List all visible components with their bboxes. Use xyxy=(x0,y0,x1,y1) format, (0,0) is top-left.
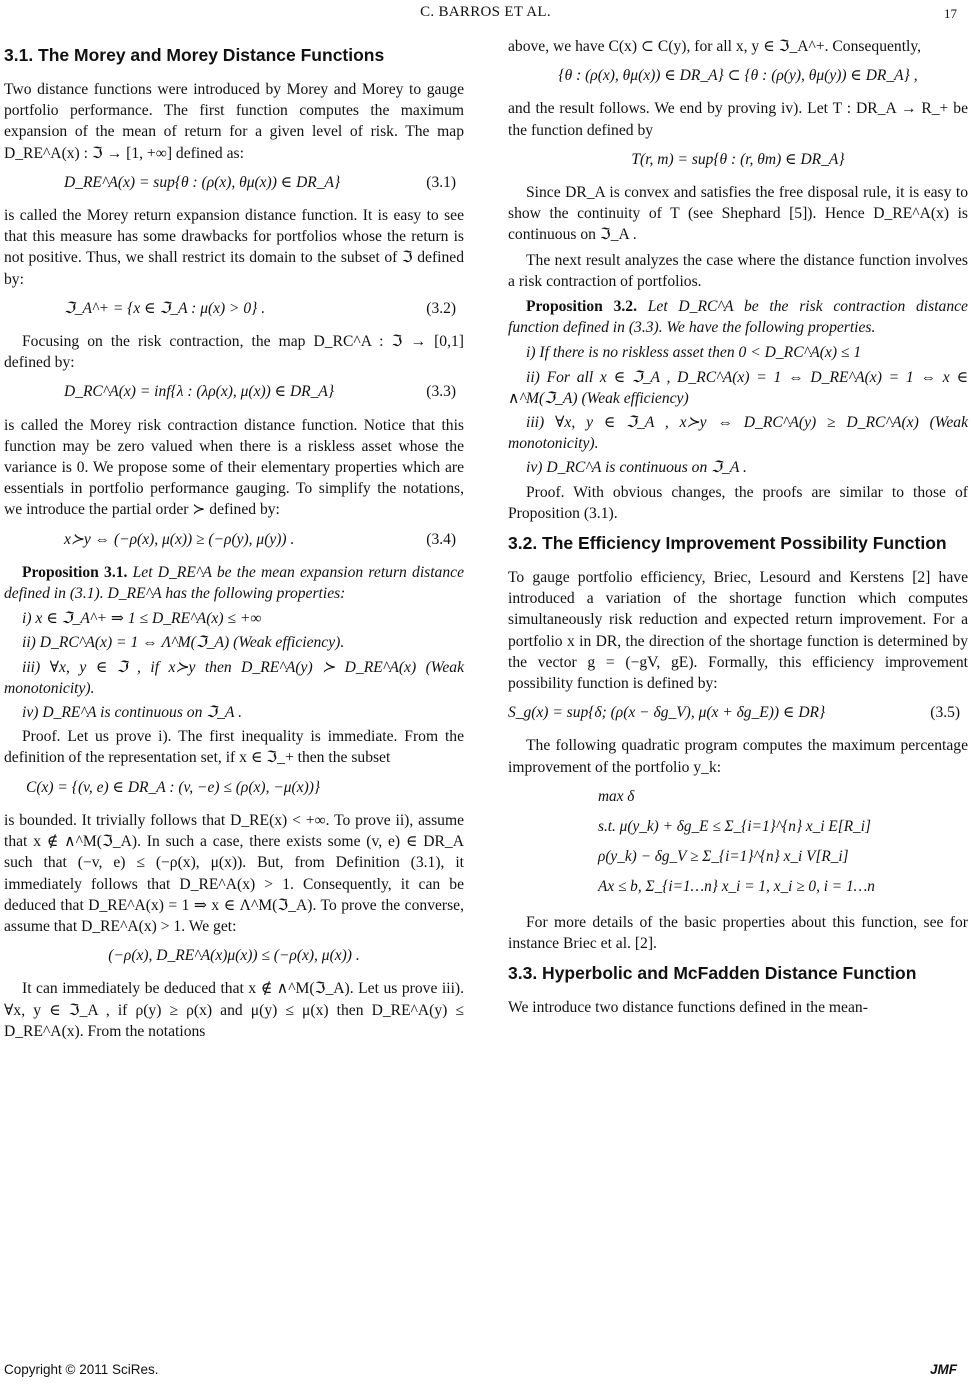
property-item: ii) For all x ∈ ℑ_A , D_RC^A(x) = 1 ⇔ D_RE^A(x) = 1 ⇔ x ∈ ∧^M(ℑ_A) (Weak efficiency) xyxy=(508,368,968,407)
paragraph: is bounded. It trivially follows that D_RE(x) < +∞. To prove ii), assume that x ∉ ∧^M(ℑ_A). In such a case, there exists some (v, e) ∈ DR_A such that (−v, e) ≤ (−ρ(x), μ(x)). But, from Definition (3.1), it immediately follows that D_RE^A(x) > 1. Consequently, it can be deduced that D_RE^A(x) = 1 ⇒ x ∈ Λ^M(ℑ_A). To prove the converse, assume that D_RE^A(x) > 1. We get: xyxy=(4,811,464,935)
equation-body: D_RC^A(x) = inf{λ : (λρ(x), μ(x)) ∈ DR_A} xyxy=(64,383,335,401)
equation-body: x≻y ⇔ (−ρ(x), μ(x)) ≥ (−ρ(y), μ(y)) . xyxy=(64,530,295,548)
equation-body: {θ : (ρ(x), θμ(x)) ∈ DR_A} ⊂ {θ : (ρ(y), θμ(y)) ∈ DR_A} , xyxy=(558,67,918,85)
proof-paragraph: Proof. With obvious changes, the proofs are similar to those of Proposition (3.1). xyxy=(508,483,968,522)
paragraph: The next result analyzes the case where the distance function involves a risk contraction of portfolios. xyxy=(508,251,968,290)
qp-line: ρ(y_k) − δg_V ≥ Σ_{i=1}^{n} x_i V[R_i] xyxy=(598,847,849,865)
proposition-3-1 xyxy=(4,562,464,604)
property-item: i) x ∈ ℑ_A^+ ⇒ 1 ≤ D_RE^A(x) ≤ +∞ xyxy=(22,610,262,628)
paragraph: It can immediately be deduced that x ∉ ∧^M(ℑ_A). Let us prove iii). ∀x, y ∈ ℑ_A , if ρ(y) ≥ ρ(x) and μ(y) ≤ μ(x) then D_RE^A(y) ≤ D_RE^A(x). From the notations xyxy=(4,980,464,1040)
equation-3-2 xyxy=(4,298,464,319)
paragraph: For more details of the basic properties about this function, see for instance Briec et al. [2]. xyxy=(508,913,968,953)
right-column xyxy=(508,36,968,1023)
page-number: 17 xyxy=(944,6,957,21)
equation-body: S_g(x) = sup{δ; (ρ(x − δg_V), μ(x + δg_E)) ∈ DR} xyxy=(508,704,826,722)
equation-number: (3.1) xyxy=(426,173,456,191)
proof-paragraph: Proof. Let us prove i). The first inequality is immediate. From the definition of the representation set, if x ∈ ℑ_+ then the subset xyxy=(4,728,464,767)
equation-d xyxy=(4,945,464,966)
property-item: iii) ∀x, y ∈ ℑ_A , x≻y ⇔ D_RC^A(y) ≥ D_RC^A(x) (Weak monotonicity). xyxy=(508,414,968,453)
property-item: ii) D_RC^A(x) = 1 ⇔ Λ^M(ℑ_A) (Weak efficiency). xyxy=(22,634,345,652)
proposition-heading: Proposition 3.1. xyxy=(22,563,128,581)
section-3-2-title: 3.2. The Efficiency Improvement Possibility Function xyxy=(508,533,947,554)
copyright-notice: Copyright © 2011 SciRes. xyxy=(4,1362,159,1377)
paragraph: To gauge portfolio efficiency, Briec, Lesourd and Kerstens [2] have introduced a variation of the shortage function which computes simultaneously risk reduction and expected return improvement. For a portfolio x in DR, the direction of the shortage function is determined by the vector g = (−gV, gE). Formally, this efficiency improvement possibility function is defined by: xyxy=(508,569,968,693)
paragraph: and the result follows. We end by proving iv). Let T : DR_A → R_+ be the function defined by xyxy=(508,100,968,139)
equation-body: (−ρ(x), D_RE^A(x)μ(x)) ≤ (−ρ(x), μ(x)) . xyxy=(108,947,360,965)
qp-line: s.t. μ(y_k) + δg_E ≤ Σ_{i=1}^{n} x_i E[R_i] xyxy=(598,817,871,835)
equation-number: (3.2) xyxy=(426,299,456,317)
equation-e xyxy=(508,65,968,86)
running-head: C. BARROS ET AL. xyxy=(420,4,551,20)
equation-number: (3.5) xyxy=(930,704,960,722)
paragraph: The following quadratic program computes the maximum percentage improvement of the portfolio y_k: xyxy=(508,737,968,776)
paragraph: We introduce two distance functions defined in the mean- xyxy=(508,999,868,1017)
equation-number: (3.3) xyxy=(426,383,456,401)
equation-body: T(r, m) = sup{θ : (r, θm) ∈ DR_A} xyxy=(631,150,845,168)
journal-abbrev: JMF xyxy=(930,1362,957,1377)
equation-3-3 xyxy=(4,381,464,402)
property-item: i) If there is no riskless asset then 0 < D_RC^A(x) ≤ 1 xyxy=(526,344,862,362)
property-item: iii) ∀x, y ∈ ℑ , if x≻y then D_RE^A(y) ≻ D_RE^A(x) (Weak monotonicity). xyxy=(4,658,464,697)
qp-line: max δ xyxy=(598,787,635,805)
equation-3-1 xyxy=(4,172,464,193)
equation-3-5 xyxy=(508,702,968,723)
property-item: iv) D_RC^A is continuous on ℑ_A . xyxy=(526,459,747,477)
equation-t xyxy=(508,149,968,170)
page-header xyxy=(0,0,971,36)
section-3-1-title: 3.1. The Morey and Morey Distance Functions xyxy=(4,45,385,65)
paragraph: Focusing on the risk contraction, the map D_RC^A : ℑ → [0,1] defined by: xyxy=(4,333,464,372)
equation-c xyxy=(4,777,464,798)
equation-3-4 xyxy=(4,529,464,550)
paragraph: is called the Morey return expansion distance function. It is easy to see that this measure has some drawbacks for portfolios whose the return is not positive. Thus, we shall restrict its domain to the subset of ℑ defined by: xyxy=(4,207,464,288)
equation-body: C(x) = {(v, e) ∈ DR_A : (v, −e) ≤ (ρ(x), −μ(x))} xyxy=(26,778,321,796)
paragraph: above, we have C(x) ⊂ C(y), for all x, y ∈ ℑ_A^+. Consequently, xyxy=(508,38,922,55)
equation-number: (3.4) xyxy=(426,530,456,548)
proposition-text: Let D_RC^A be the risk contraction distance function defined in (3.3). We have the following properties. xyxy=(508,298,968,337)
page-footer xyxy=(0,1362,971,1382)
proposition-text: Let D_RE^A be the mean expansion return distance defined in (3.1). D_RE^A has the following properties: xyxy=(4,563,464,603)
section-3-3-title: 3.3. Hyperbolic and McFadden Distance Function xyxy=(508,963,917,984)
equation-body: D_RE^A(x) = sup{θ : (ρ(x), θμ(x)) ∈ DR_A} xyxy=(64,173,341,191)
paragraph: Since DR_A is convex and satisfies the free disposal rule, it is easy to show the continuity of T (see Shephard [5]). Hence D_RE^A(x) is continuous on ℑ_A . xyxy=(508,184,968,244)
qp-line: Ax ≤ b, Σ_{i=1…n} x_i = 1, x_i ≥ 0, i = 1…n xyxy=(598,877,875,895)
left-column xyxy=(4,36,464,1046)
proposition-heading: Proposition 3.2. xyxy=(526,298,637,316)
property-item: iv) D_RE^A is continuous on ℑ_A . xyxy=(22,704,243,722)
proposition-3-2 xyxy=(508,296,968,338)
equation-body: ℑ_A^+ = {x ∈ ℑ_A : μ(x) > 0} . xyxy=(64,299,266,317)
paragraph: Two distance functions were introduced by Morey and Morey to gauge portfolio performance. The first function computes the maximum expansion of the mean of return for a given level of risk. The map D_RE^A(x) : ℑ → [1, +∞] defined as: xyxy=(4,81,464,162)
paragraph: is called the Morey risk contraction distance function. Notice that this function may be zero valued when there is a riskless asset whose the variance is 0. We propose some of their elementary properties which are essentials in portfolio performance gauging. To simplify the notations, we introduce the partial order ≻ defined by: xyxy=(4,416,464,519)
quadratic-program xyxy=(598,782,968,902)
